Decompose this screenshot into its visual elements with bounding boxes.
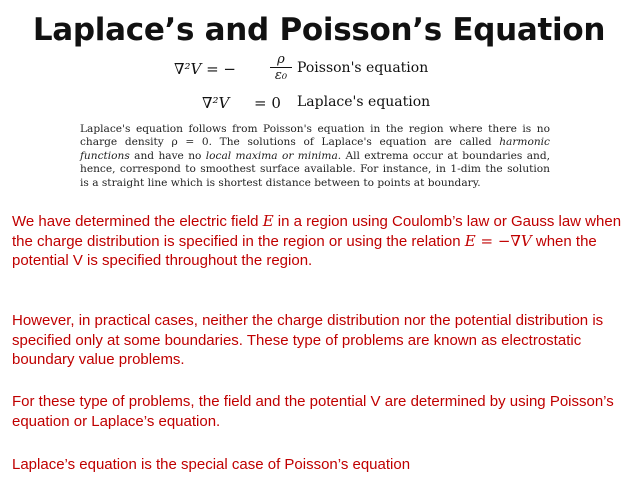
poisson-label: Poisson's equation: [297, 60, 429, 76]
p1-text-b: in a region using Coulomb’s law or Gauss law when the charge distribution is specified in the region or using the relation: [12, 213, 622, 250]
p1-symbol-e: E: [262, 212, 274, 230]
body-paragraph-4: Laplace’s equation is the special case of Poisson’s equation: [12, 456, 411, 473]
p1-relation: E = −∇V: [464, 231, 532, 250]
body-paragraph-1: [12, 212, 626, 271]
p1-text-a: We have determined the electric field: [12, 213, 263, 230]
body-paragraph-2: However, in practical cases, neither the charge distribution nor the potential distribution is specified only at some boundaries. These type of problems are known as electrostatic boundary value problems.: [12, 312, 604, 369]
poisson-lhs: ∇²V = −: [174, 60, 236, 78]
excerpt-text-1: Laplace's equation follows from Poisson's equation in the region where there is no charge density ρ = 0. The solutions of Laplace's equation are called: [80, 123, 550, 149]
textbook-excerpt: [80, 123, 550, 190]
excerpt-text-2: and have no: [129, 149, 206, 162]
excerpt-text-3: All extrema occur at boundaries and, hence, correspond to smoothest surface available. For instance, in 1-dim the solution is a straight line which is shortest distance between to points at boundary.: [80, 149, 550, 189]
slide-title: Laplace’s and Poisson’s Equation: [32, 12, 606, 48]
excerpt-emphasis-harmonic: harmonic functions: [80, 136, 550, 162]
laplace-rhs: = 0: [254, 94, 281, 112]
body-paragraph-3: For these type of problems, the field and the potential V are determined by using Poisson’s equation or Laplace’s equation.: [12, 393, 614, 430]
laplace-lhs: ∇²V: [202, 94, 230, 112]
poisson-fraction: [270, 52, 292, 83]
p1-text-c: when the potential V is specified throughout the region.: [12, 232, 597, 270]
excerpt-emphasis-maxima: local maxima or minima.: [205, 149, 342, 162]
poisson-denominator: ε₀: [274, 68, 288, 83]
poisson-numerator: ρ: [270, 52, 292, 68]
laplace-label: Laplace's equation: [297, 94, 431, 110]
